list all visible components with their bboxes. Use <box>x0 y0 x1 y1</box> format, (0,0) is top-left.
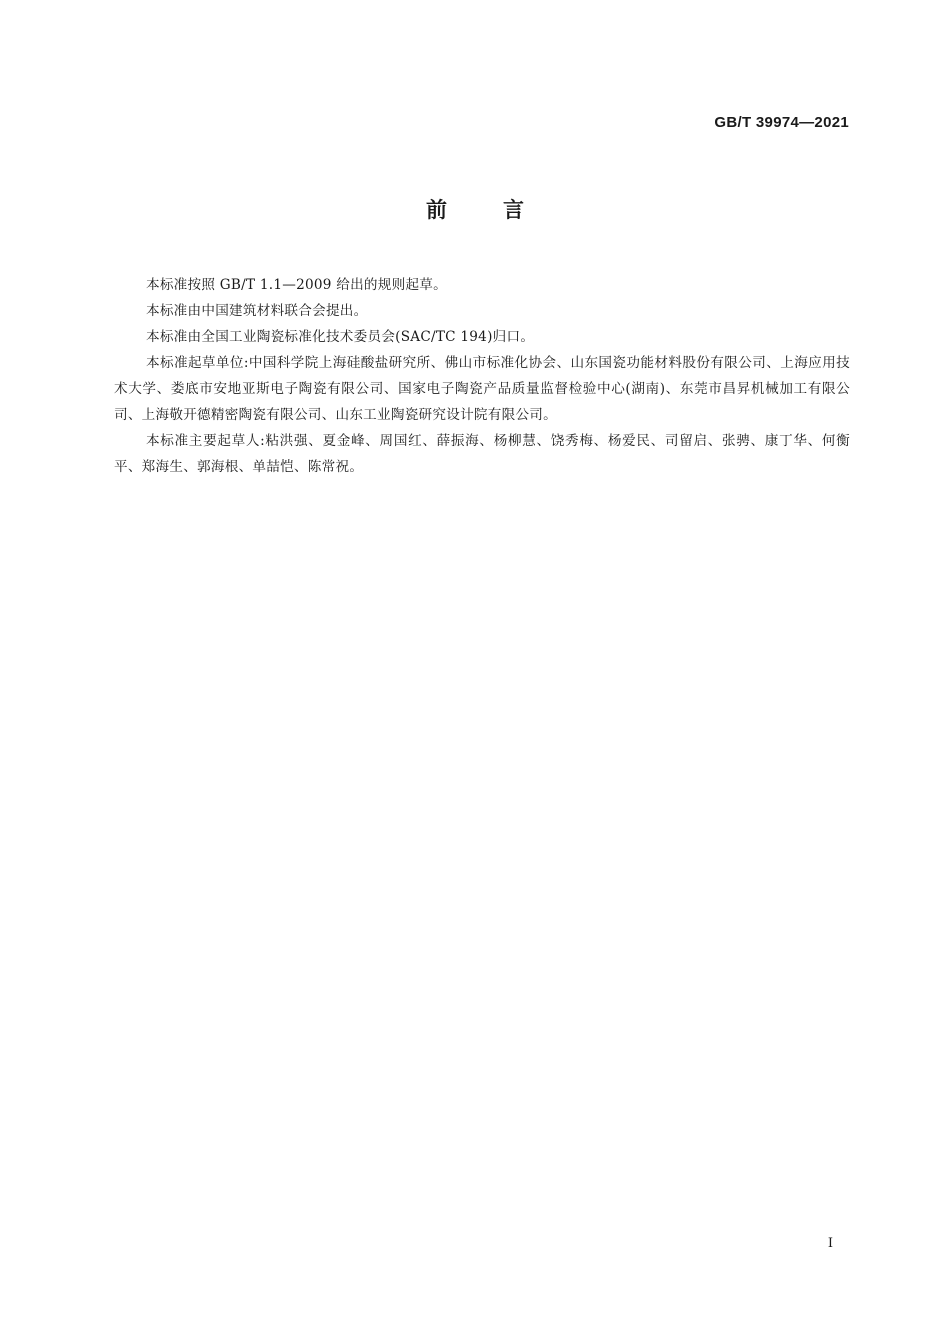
title-char-2: 言 <box>503 198 524 222</box>
paragraph-under-jurisdiction: 本标准由全国工业陶瓷标准化技术委员会(SAC/TC 194)归口。 <box>146 329 535 345</box>
paragraph-proposed-by: 本标准由中国建筑材料联合会提出。 <box>146 303 368 319</box>
foreword-body <box>114 272 850 480</box>
paragraph-main-drafters: 本标准主要起草人:粘洪强、夏金峰、周国红、薛振海、杨柳慧、饶秀梅、杨爱民、司留启、张骋、康丁华、何衡平、郑海生、郭海根、单喆恺、陈常祝。 <box>114 433 850 475</box>
page-title <box>0 194 950 224</box>
title-char-1: 前 <box>426 198 447 222</box>
standard-number: GB/T 39974—2021 <box>714 114 849 131</box>
paragraph-drafting-rules: 本标准按照 GB/T 1.1—2009 给出的规则起草。 <box>146 277 447 293</box>
page-number: I <box>827 1236 833 1251</box>
paragraph-drafting-organizations: 本标准起草单位:中国科学院上海硅酸盐研究所、佛山市标准化协会、山东国瓷功能材料股份有限公司、上海应用技术大学、娄底市安地亚斯电子陶瓷有限公司、国家电子陶瓷产品质量监督检验中心(湖南)、东莞市昌昇机械加工有限公司、上海敬开德精密陶瓷有限公司、山东工业陶瓷研究设计院有限公司。 <box>114 355 850 423</box>
